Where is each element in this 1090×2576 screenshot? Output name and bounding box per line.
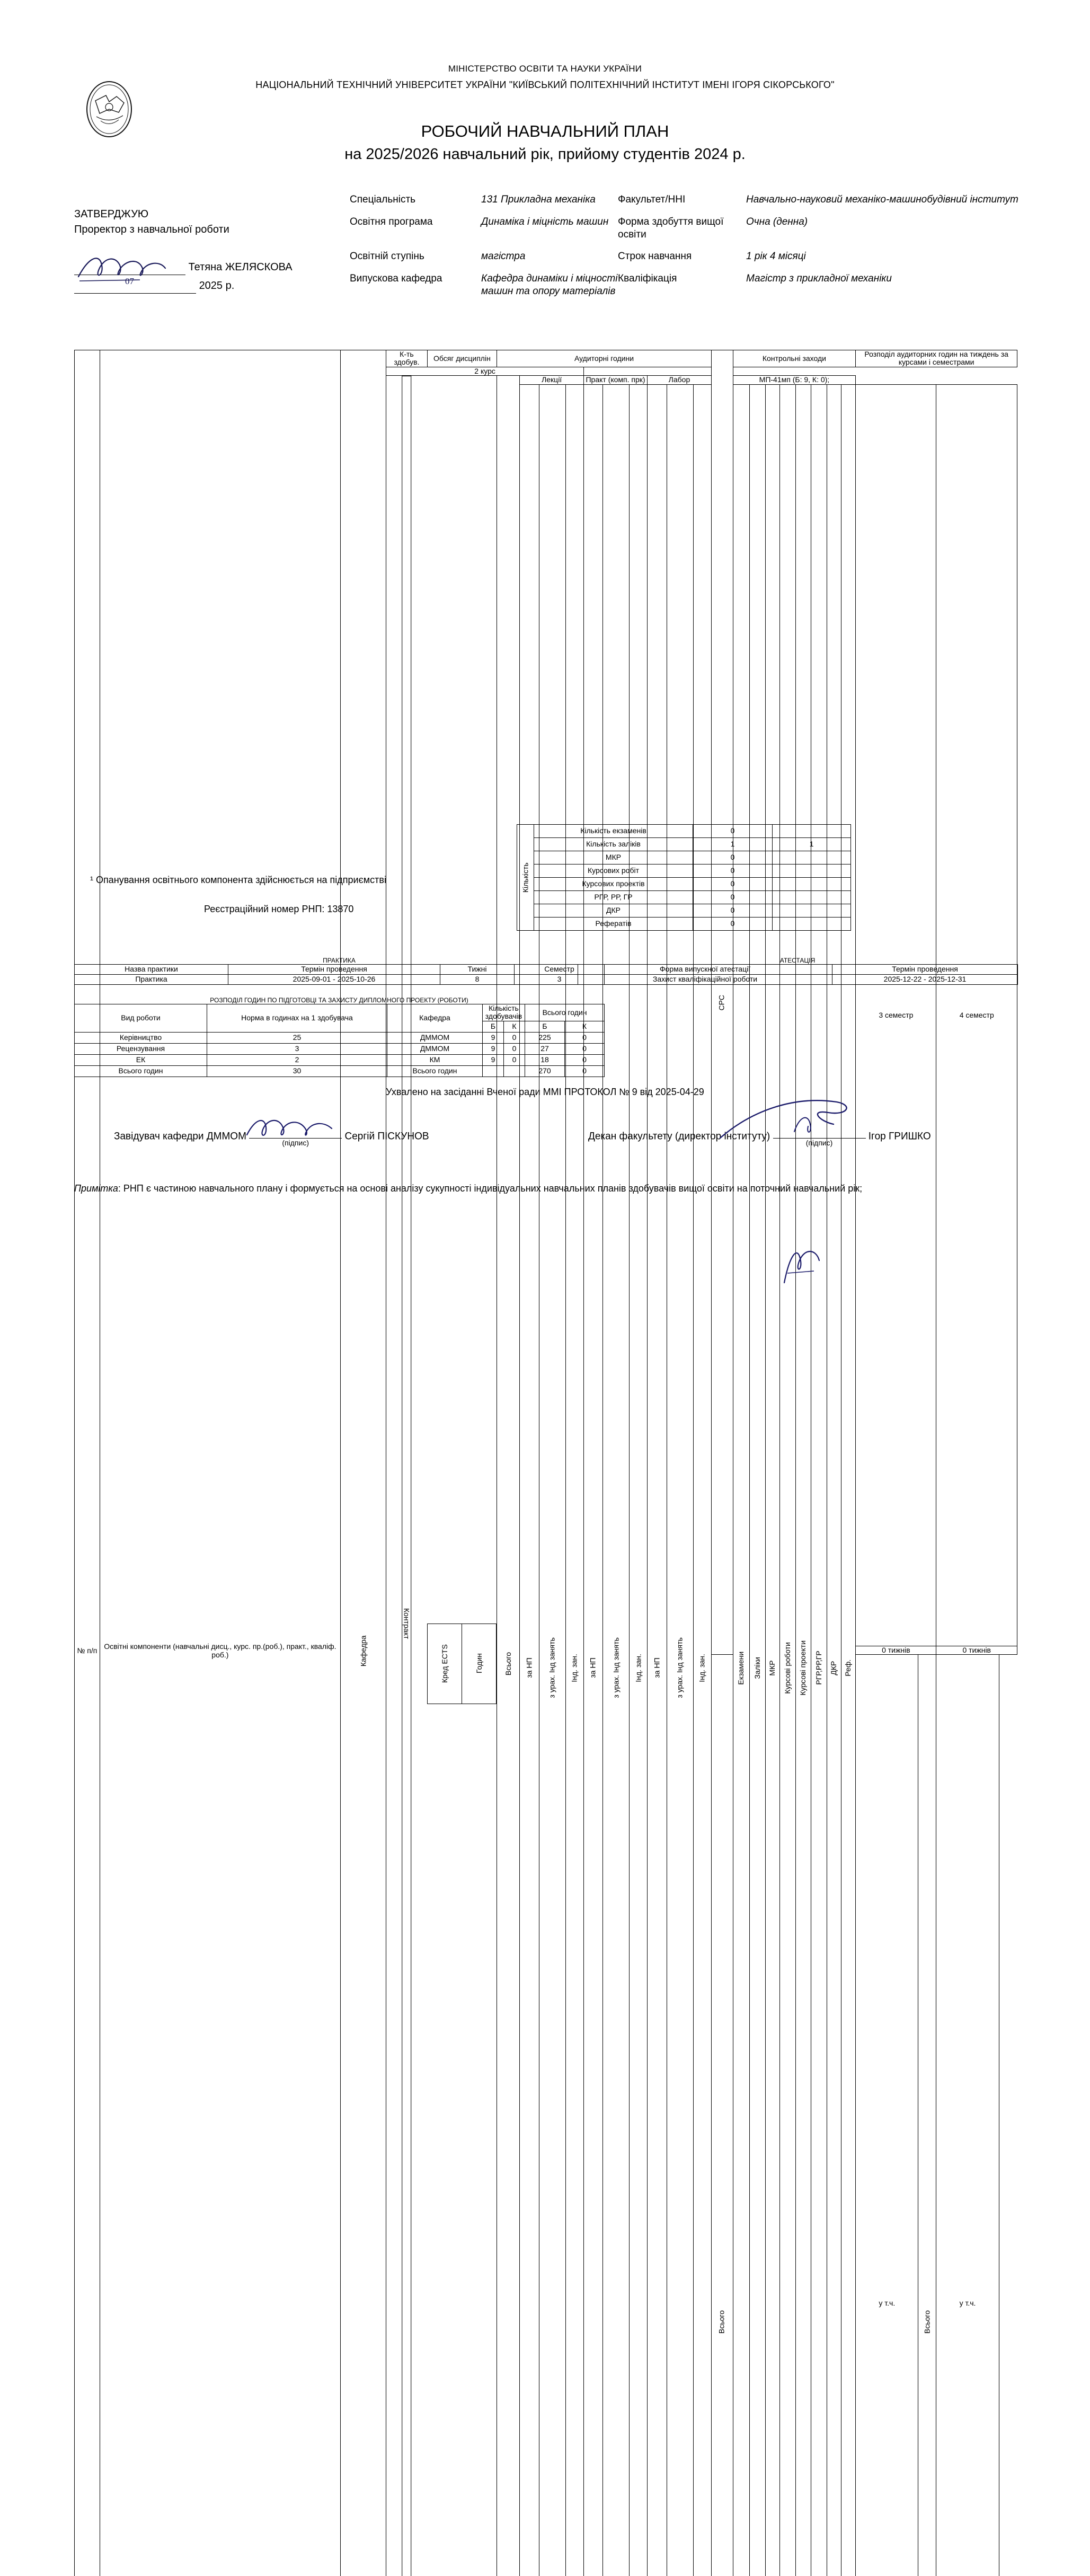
counts-row [517,851,851,864]
attestation-th-form: Форма випускної атестації [578,965,832,975]
dean-signature-area [773,1126,866,1147]
th-obsyag: Обсяг дисциплін [427,350,497,367]
degree-label: Освітній ступінь [350,250,481,263]
counts-value-2 [773,918,851,931]
faculty-value: Навчально-науковий механіко-машинобудівний інститут [746,193,1039,206]
approve-date-line [74,283,196,294]
attestation-caption: АТЕСТАЦІЯ [578,957,1017,964]
th-kontrolni: Контрольні заходи [733,350,856,367]
counts-row [517,878,851,891]
diploma-row [75,1054,605,1065]
diploma-norm: 2 [207,1054,387,1065]
faculty-label: Факультет/ННІ [618,193,746,206]
th-s3-utch: у т.ч. [856,1655,918,2576]
info-row-dept [350,272,1039,298]
attestation-row [578,975,1018,985]
th-kt-zdobuv: К-ть здобув. [386,350,427,367]
program-value: Динаміка і міцність машин [481,216,618,241]
practice-name: Практика [75,975,228,985]
counts-label: Рефератів [534,918,693,931]
counts-label: Кількість екзаменів [534,825,693,838]
counts-label: Кількість заліків [534,838,693,851]
diploma-table [74,1004,605,1077]
diploma-kafedra: ДММОМ [387,1043,483,1054]
counts-value: 0 [693,904,773,918]
practice-header-row [75,965,605,975]
document-note [74,1182,1023,1195]
counts-row [517,864,851,878]
counts-row [517,904,851,918]
footnote-star: ¹ Опанування освітнього компонента здійснюється на підприємстві [90,875,386,886]
th-auditorni: Аудиторні години [497,350,711,367]
diploma-tk: 0 [565,1054,605,1065]
attestation-block [578,957,1017,985]
diploma-th-b: Б [483,1021,504,1032]
th-lekcii: Лекції [520,376,583,384]
diploma-th-kafedra: Кафедра [387,1004,483,1033]
counts-value-2 [773,825,851,838]
practice-weeks: 8 [440,975,515,985]
th-lab-za-np: за НП [648,384,667,2576]
th-lab-z-urah: з урах. Інд занять [667,384,693,2576]
th-dkr: ДКР [827,384,841,2576]
dept-value: Кафедра динаміки і міцності машин та опору матеріалів [481,272,618,298]
diploma-b: 9 [483,1054,504,1065]
practice-th-weeks: Тижні [440,965,515,975]
th-num: № п/п [75,350,100,2576]
university-line: НАЦІОНАЛЬНИЙ ТЕХНІЧНИЙ УНІВЕРСИТЕТ УКРАЇНИ "КИЇВСЬКИЙ ПОЛІТЕХНІЧНИЙ ІНСТИТУТ ІМЕНІ ІГОРЯ СІКОРСЬКОГО" [0,80,1090,91]
approve-word: ЗАТВЕРДЖУЮ [74,207,293,222]
th-godyn: Годин [462,1624,497,1704]
diploma-b: 9 [483,1032,504,1043]
practice-block [74,957,604,985]
diploma-b: 9 [483,1043,504,1054]
approval-block [74,207,293,294]
dean-name: Ігор ГРИШКО [869,1131,931,1142]
th-components: Освітні компоненти (навчальні дисц., курс. пр.(роб.), практ., кваліф. роб.) [100,350,340,2576]
th-lek-za-np: за НП [520,384,539,2576]
practice-th-sem: Семестр [515,965,605,975]
counts-row [517,891,851,904]
practice-table [74,964,605,985]
th-prakt-za-np: за НП [583,384,602,2576]
practice-th-name: Назва практики [75,965,228,975]
diploma-footer-tk: 0 [565,1065,605,1077]
diploma-kafedra: КМ [387,1054,483,1065]
th-labor: Лабор [648,376,712,384]
counts-label: Курсових робіт [534,864,693,878]
form-value: Очна (денна) [746,216,1039,241]
qual-label: Кваліфікація [618,272,746,298]
counts-value: 1 [693,838,773,851]
dept-label: Випускова кафедра [350,272,481,298]
counts-value: 0 [693,825,773,838]
counts-value: 0 [693,891,773,904]
specialty-label: Спеціальність [350,193,481,206]
diploma-caption: РОЗПОДІЛ ГОДИН ПО ПІДГОТОВЦІ ТА ЗАХИСТУ ДИПЛОМНОГО ПРОЕКТУ (РОБОТИ) [74,996,604,1004]
counts-row [517,918,851,931]
th-rozpodil: Розподіл аудиторних годин на тиждень за курсами і семестрами [856,350,1017,367]
diploma-footer-norm: 30 [207,1065,387,1077]
ministry-line: МІНІСТЕРСТВО ОСВІТИ ТА НАУКИ УКРАЇНИ [0,64,1090,74]
head-of-department-role: Завідувач кафедри ДММОМ [114,1131,246,1142]
qual-value: Магістр з прикладної механіки [746,272,1039,298]
attestation-header-row [578,965,1018,975]
approve-position: Проректор з навчальної роботи [74,222,293,237]
diploma-tb: 27 [525,1043,565,1054]
diploma-th-tk: К [565,1021,605,1032]
diploma-row [75,1032,605,1043]
diploma-norm: 3 [207,1043,387,1054]
counts-value-2: 1 [773,838,851,851]
diploma-tk: 0 [565,1032,605,1043]
attestation-form: Захист кваліфікаційної роботи [578,975,832,985]
diploma-type: Керівництво [75,1032,207,1043]
th-budget-kontrakt-wrap [386,376,427,2576]
pidpys-label: (підпис) [249,1139,342,1147]
counts-label: Курсових проектів [534,878,693,891]
th-kontrakt: Контракт [402,376,411,2576]
counts-value: 0 [693,918,773,931]
attestation-th-term: Термін проведення [832,965,1018,975]
th-weeks3: 0 тижнів [856,1646,936,1655]
form-label: Форма здобуття вищої освіти [618,216,746,241]
specialty-value: 131 Прикладна механіка [481,193,618,206]
counts-value: 0 [693,878,773,891]
info-row-program [350,216,1039,241]
th-kursovi-proekty: Курсові проекти [795,384,811,2576]
counts-value-2 [773,864,851,878]
head-of-department-name: Сергій ПІСКУНОВ [344,1131,429,1142]
diploma-tb: 225 [525,1032,565,1043]
th-lek-z-urah: з урах. Інд занять [539,384,565,2576]
th-prakt-ind: Інд. зан. [630,384,648,2576]
head-signature-area [249,1126,342,1147]
counts-value: 0 [693,851,773,864]
diploma-type: Рецензування [75,1043,207,1054]
th-lab-ind: Інд. зан. [693,384,711,2576]
diploma-th-type: Вид роботи [75,1004,207,1033]
diploma-footer-blank1 [483,1065,504,1077]
counts-value-2 [773,891,851,904]
th-kred-ects: Кред ECTS [428,1624,462,1704]
diploma-kafedra: ДММОМ [387,1032,483,1043]
diploma-footer-blank2 [504,1065,525,1077]
th-zaliky: Заліки [750,384,766,2576]
th-srs: СРС [711,350,733,1655]
diploma-k: 0 [504,1032,525,1043]
diploma-row [75,1043,605,1054]
note-text: : РНП є частиною навчального плану і формується на основі аналізу сукупності індивідуальних навчальних планів здобувачів вищої освіти на поточний навчальний рік; [118,1183,862,1194]
th-s4-utch: у т.ч. [936,1655,999,2576]
counts-value: 0 [693,864,773,878]
term-value: 1 рік 4 місяці [746,250,1039,263]
counts-value-2 [773,878,851,891]
term-label: Строк навчання [618,250,746,263]
th-mkr: МКР [765,384,779,2576]
practice-th-term: Термін проведення [228,965,440,975]
approve-date-suffix: 2025 р. [199,280,235,292]
page-subtitle: на 2025/2026 навчальний рік, прийому студентів 2024 р. [0,146,1090,163]
counts-first-row [517,825,851,838]
th-s4-vsogo: Всього [918,1655,936,2576]
practice-term: 2025-09-01 - 2025-10-26 [228,975,440,985]
diploma-tb: 18 [525,1054,565,1065]
diploma-footer-tb: 270 [525,1065,565,1077]
th-obsyag-wrap [427,376,497,2576]
diploma-th-k: К [504,1021,525,1032]
th-ref: Реф. [841,384,855,2576]
degree-value: магістра [481,250,618,263]
diploma-block [74,996,604,1077]
diploma-header-row-1 [75,1004,605,1021]
counts-label: МКР [534,851,693,864]
curriculum-table [74,350,1017,2576]
th-lek-ind: Інд. зан. [565,384,583,2576]
diploma-norm: 25 [207,1032,387,1043]
head-of-department-signature-block [114,1126,429,1147]
diploma-th-norm: Норма в годинах на 1 здобувача [207,1004,387,1033]
counts-label: РГР, РР, ГР [534,891,693,904]
attestation-term: 2025-12-22 - 2025-12-31 [832,975,1018,985]
counts-value-2 [773,851,851,864]
diploma-footer-row [75,1065,605,1077]
page-title: РОБОЧИЙ НАВЧАЛЬНИЙ ПЛАН [0,122,1090,141]
th-kafedra: Кафедра [341,350,386,2576]
th-s3-vsogo: Всього [711,1655,733,2576]
approve-name: Тетяна ЖЕЛЯСКОВА [189,261,293,273]
th-group: МП-41мп (Б: 9, К: 0); [733,376,856,384]
program-info [350,193,1039,307]
diploma-th-count: Кількість здобувачів [483,1004,525,1021]
counts-title: Кількість [517,825,534,931]
th-sem4: 4 семестр [936,384,1017,1646]
th-sem3: 3 семестр [856,384,936,1646]
diploma-type: ЕК [75,1054,207,1065]
info-row-degree [350,250,1039,263]
th-rgr: РГР,РР,ГР [811,384,827,2576]
diploma-k: 0 [504,1043,525,1054]
th-prakt-z-urah: з урах. Інд занять [603,384,630,2576]
attestation-table [578,964,1018,985]
practice-sem: 3 [515,975,605,985]
practice-caption: ПРАКТИКА [74,957,604,964]
th-kursovi-roboty: Курсові роботи [780,384,796,2576]
counts-table [517,824,851,931]
info-row-specialty [350,193,1039,206]
th-weeks4: 0 тижнів [936,1646,1017,1655]
diploma-k: 0 [504,1054,525,1065]
counts-value-2 [773,904,851,918]
diploma-footer-label: Всього годин [75,1065,207,1077]
th-ekzameny: Екзамени [733,384,750,2576]
diploma-th-tb: Б [525,1021,565,1032]
diploma-tk: 0 [565,1043,605,1054]
diploma-footer-label2: Всього годин [387,1065,483,1077]
th-kurs2: 2 курс [386,367,584,375]
approve-signature-line [74,264,185,275]
pidpys-label: (підпис) [773,1139,866,1147]
diploma-th-total: Всього годин [525,1004,605,1021]
counts-label: ДКР [534,904,693,918]
svg-text:07: 07 [125,276,135,286]
note-label: Примітка [74,1183,118,1194]
th-prakt: Практ (комп. прк) [583,376,647,384]
th-vsogo-aud: Всього [497,376,520,2576]
practice-row [75,975,605,985]
program-label: Освітня програма [350,216,481,241]
approval-protocol: Ухвалено на засіданні Вченої ради ММІ ПРОТОКОЛ № 9 від 2025-04-29 [0,1087,1090,1098]
counts-row [517,838,851,851]
dean-signature-block [588,1126,931,1147]
dean-role: Декан факультету (директор інституту) [588,1131,770,1142]
registration-number: Реєстраційний номер РНП: 13870 [204,904,353,915]
